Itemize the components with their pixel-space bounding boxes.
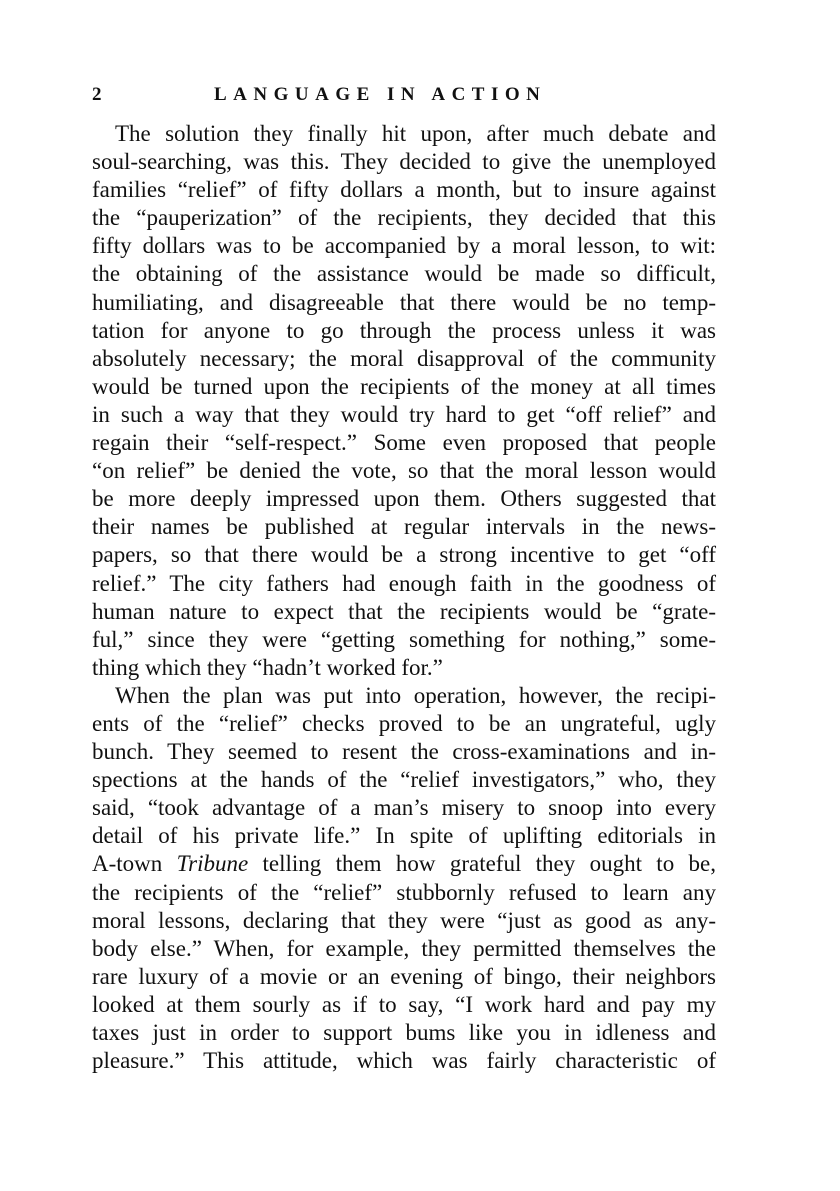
newspaper-title: Tribune [176,851,249,877]
running-head [92,84,716,114]
text-line: spections at the hands of the “relief investigators,” who, they [92,767,716,793]
text-line: the obtaining of the assistance would be made so difficult, [92,261,716,287]
paragraph-2 [92,682,716,1075]
text-line: their names be published at regular intervals in the news- [92,514,716,540]
text-line: in such a way that they would try hard to get “off relief” and [92,401,716,427]
text-line: families “relief” of fifty dollars a month, but to insure against [92,177,716,203]
text-line: relief.” The city fathers had enough faith in the goodness of [92,570,716,596]
text-line: bunch. They seemed to resent the cross-examinations and in- [92,739,716,765]
text-line: papers, so that there would be a strong incentive to get “off [92,542,716,568]
text-line: fifty dollars was to be accompanied by a moral lesson, to wit: [92,233,716,259]
text-line: thing which they “hadn’t worked for.” [92,654,443,680]
text-line: the “pauperization” of the recipients, they decided that this [92,205,716,231]
book-page [92,84,716,1075]
text-line: looked at them sourly as if to say, “I work hard and pay my [92,991,716,1017]
text-line: pleasure.” This attitude, which was fairly characteristic of [92,1048,716,1074]
text-line: ents of the “relief” checks proved to be an ungrateful, ugly [92,710,716,736]
text-line: When the plan was put into operation, however, the recipi- [115,682,716,708]
text-line: be more deeply impressed upon them. Others suggested that [92,486,716,512]
text-line: taxes just in order to support bums like you in idleness and [92,1020,716,1045]
paragraph-1 [92,120,716,682]
text-line: soul-searching, was this. They decided to give the unemployed [92,149,716,175]
text-line: The solution they finally hit upon, after much debate and [115,121,716,146]
text-line-tribune [92,850,716,878]
page-number: 2 [92,84,102,105]
text-line: detail of his private life.” In spite of uplifting editorials in [92,823,716,849]
text-line: moral lessons, declaring that they were “just as good as any- [92,907,716,933]
text-line: absolutely necessary; the moral disapproval of the community [92,345,716,371]
text-line: “on relief” be denied the vote, so that the moral lesson would [92,458,716,484]
text-line: said, “took advantage of a man’s misery to snoop into every [92,795,716,821]
body-text [92,120,716,1075]
text-line: ful,” since they were “getting something for nothing,” some- [92,626,716,652]
text-fragment: A-town [92,851,177,877]
text-line: rare luxury of a movie or an evening of bingo, their neighbors [92,963,716,989]
text-line: human nature to expect that the recipients would be “grate- [92,598,716,624]
text-line: would be turned upon the recipients of the money at all times [92,373,716,399]
text-line: body else.” When, for example, they permitted themselves the [92,935,716,961]
text-line: tation for anyone to go through the process unless it was [92,317,716,343]
text-line: humiliating, and disagreeable that there would be no temp- [92,289,716,315]
book-title: LANGUAGE IN ACTION [214,84,547,105]
text-line: regain their “self-respect.” Some even proposed that people [92,430,716,456]
text-fragment: telling them how grateful they ought to be, [248,851,716,877]
text-line: the recipients of the “relief” stubbornly refused to learn any [92,879,716,905]
